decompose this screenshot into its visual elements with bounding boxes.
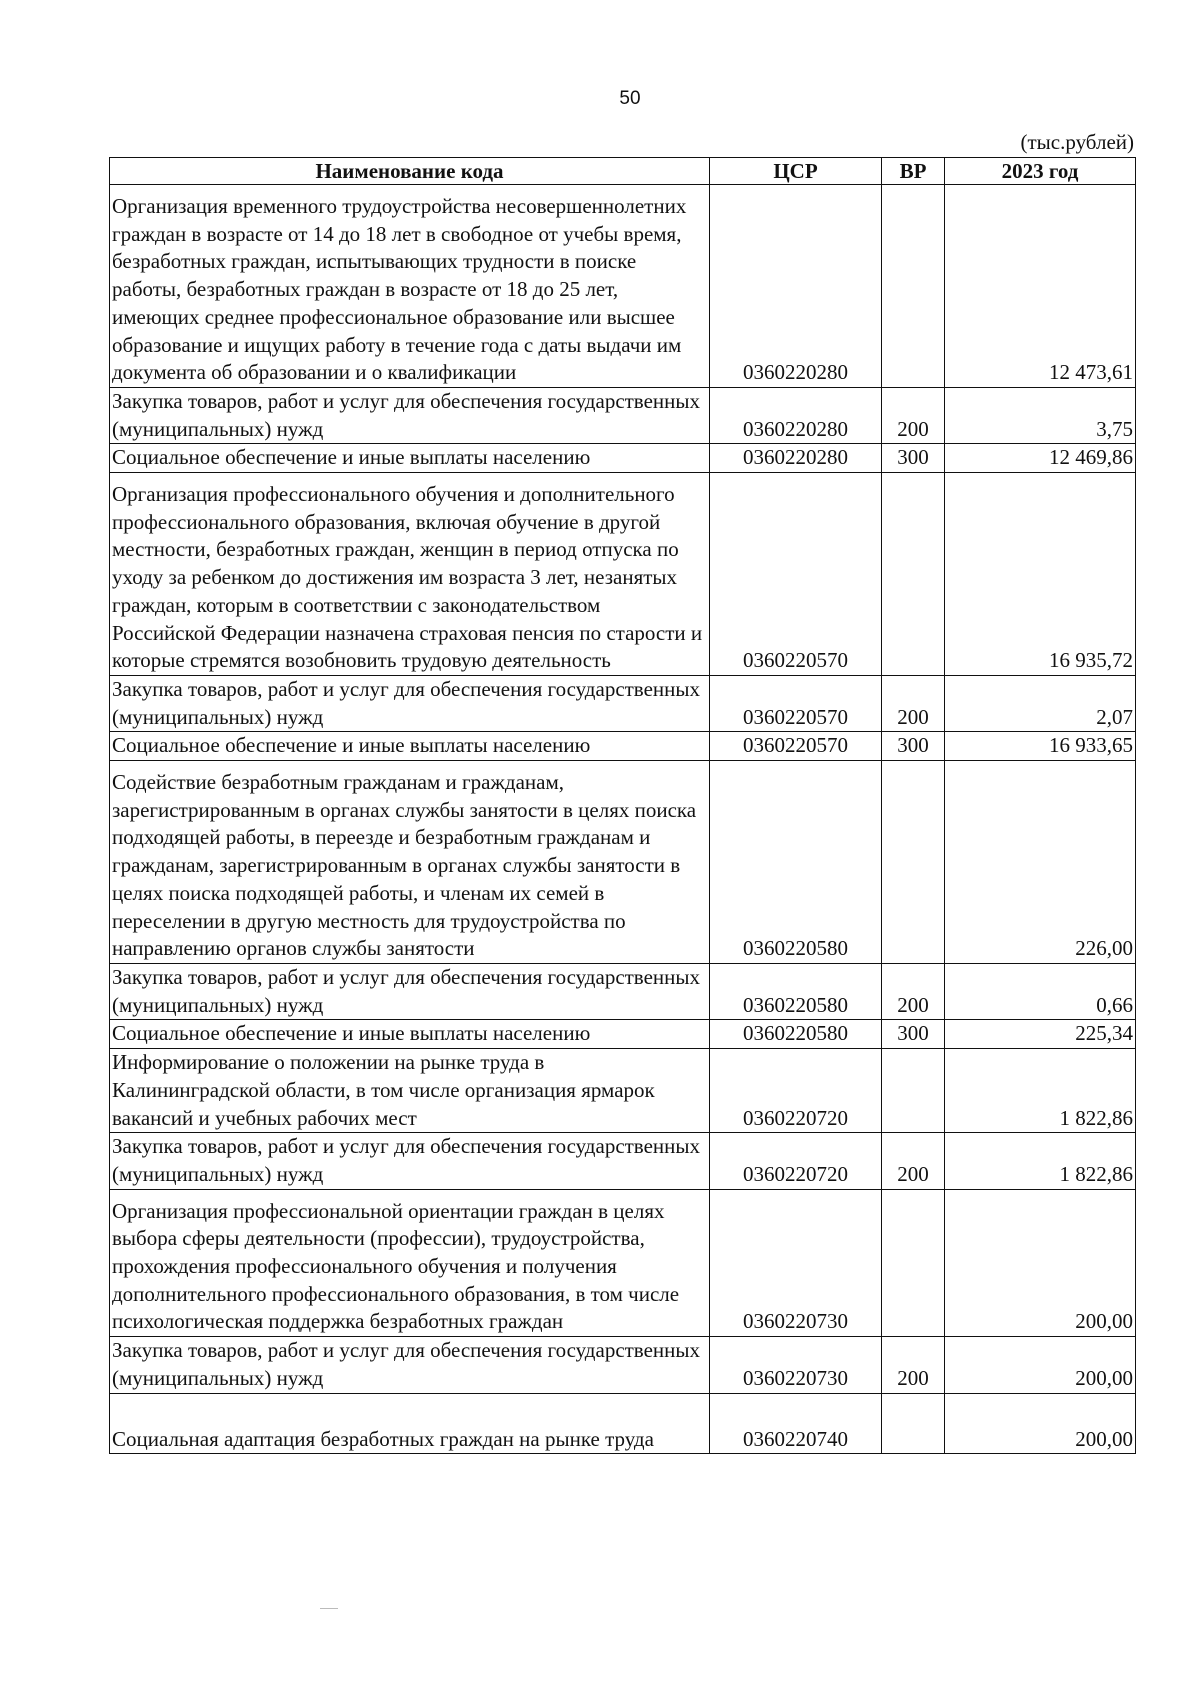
scan-artifact [320,1608,338,1609]
row-amount: 2,07 [945,675,1136,731]
row-csr: 0360220580 [710,761,882,964]
row-name: Социальное обеспечение и иные выплаты населению [110,444,710,473]
row-name: Закупка товаров, работ и услуг для обеспечения государственных (муниципальных) нужд [110,1133,710,1189]
row-csr: 0360220580 [710,1020,882,1049]
row-vr [882,761,945,964]
row-name: Закупка товаров, работ и услуг для обеспечения государственных (муниципальных) нужд [110,675,710,731]
row-vr [882,473,945,676]
row-csr: 0360220280 [710,185,882,388]
row-csr: 0360220280 [710,387,882,443]
row-csr: 0360220730 [710,1337,882,1393]
row-amount: 0,66 [945,963,1136,1019]
row-vr [882,1049,945,1133]
row-csr: 0360220580 [710,963,882,1019]
row-name: Социальное обеспечение и иные выплаты населению [110,732,710,761]
table-row [110,761,1136,964]
row-amount: 1 822,86 [945,1133,1136,1189]
table-row [110,963,1136,1019]
row-amount: 16 933,65 [945,732,1136,761]
row-name: Организация профессионального обучения и дополнительного профессионального образования, включая обучение в другой местности, безработных граждан, женщин в период отпуска по уходу за ребенком до достижения им возраста 3 лет, незанятых граждан, которым в соответствии с законодательством Российской Федерации назначена страховая пенсия по старости и которые стремятся возобновить трудовую деятельность [110,473,710,676]
row-csr: 0360220280 [710,444,882,473]
row-vr: 200 [882,675,945,731]
row-amount: 200,00 [945,1393,1136,1454]
table-row [110,1133,1136,1189]
row-csr: 0360220720 [710,1049,882,1133]
row-name: Социальная адаптация безработных граждан на рынке труда [110,1393,710,1454]
header-csr: ЦСР [710,158,882,185]
header-vr: ВР [882,158,945,185]
row-amount: 1 822,86 [945,1049,1136,1133]
row-csr: 0360220740 [710,1393,882,1454]
table-header-row [110,158,1136,185]
page-number: 50 [619,88,641,109]
row-vr: 200 [882,1133,945,1189]
table-row [110,185,1136,388]
row-name: Закупка товаров, работ и услуг для обеспечения государственных (муниципальных) нужд [110,963,710,1019]
row-name: Закупка товаров, работ и услуг для обеспечения государственных (муниципальных) нужд [110,1337,710,1393]
header-name: Наименование кода [110,158,710,185]
row-amount: 200,00 [945,1337,1136,1393]
row-name: Информирование о положении на рынке труда в Калининградской области, в том числе организация ярмарок вакансий и учебных рабочих мест [110,1049,710,1133]
table-row [110,387,1136,443]
row-name: Социальное обеспечение и иные выплаты населению [110,1020,710,1049]
row-vr [882,185,945,388]
table-row [110,1189,1136,1337]
budget-table [109,157,1136,1454]
table-row [110,1393,1136,1454]
row-amount: 226,00 [945,761,1136,964]
row-csr: 0360220570 [710,675,882,731]
row-amount: 12 473,61 [945,185,1136,388]
row-csr: 0360220720 [710,1133,882,1189]
row-amount: 3,75 [945,387,1136,443]
table-row [110,1337,1136,1393]
row-vr: 200 [882,963,945,1019]
row-amount: 12 469,86 [945,444,1136,473]
row-amount: 16 935,72 [945,473,1136,676]
row-amount: 200,00 [945,1189,1136,1337]
row-name: Закупка товаров, работ и услуг для обеспечения государственных (муниципальных) нужд [110,387,710,443]
row-csr: 0360220570 [710,473,882,676]
table-row [110,732,1136,761]
row-vr [882,1189,945,1337]
row-vr: 200 [882,387,945,443]
row-vr: 200 [882,1337,945,1393]
table-row [110,1020,1136,1049]
table-row [110,1049,1136,1133]
row-vr: 300 [882,1020,945,1049]
row-vr: 300 [882,444,945,473]
table-row [110,444,1136,473]
row-amount: 225,34 [945,1020,1136,1049]
row-name: Содействие безработным гражданам и гражданам, зарегистрированным в органах службы занятости в целях поиска подходящей работы, в переезде и безработным гражданам и гражданам, зарегистрированным в органах службы занятости в целях поиска подходящей работы, и членам их семей в переселении в другую местность для трудоустройства по направлению органов службы занятости [110,761,710,964]
row-vr: 300 [882,732,945,761]
row-name: Организация временного трудоустройства несовершеннолетних граждан в возрасте от 14 до 18 лет в свободное от учебы время, безработных граждан, испытывающих трудности в поиске работы, безработных граждан в возрасте от 18 до 25 лет, имеющих среднее профессиональное образование или высшее образование и ищущих работу в течение года с даты выдачи им документа об образовании и о квалификации [110,185,710,388]
header-year: 2023 год [945,158,1136,185]
row-csr: 0360220730 [710,1189,882,1337]
row-csr: 0360220570 [710,732,882,761]
units-label: (тыс.рублей) [1020,130,1134,154]
table-row [110,473,1136,676]
row-vr [882,1393,945,1454]
table-row [110,675,1136,731]
row-name: Организация профессиональной ориентации граждан в целях выбора сферы деятельности (профессии), трудоустройства, прохождения профессионального обучения и получения дополнительного профессионального образования, в том числе психологическая поддержка безработных граждан [110,1189,710,1337]
